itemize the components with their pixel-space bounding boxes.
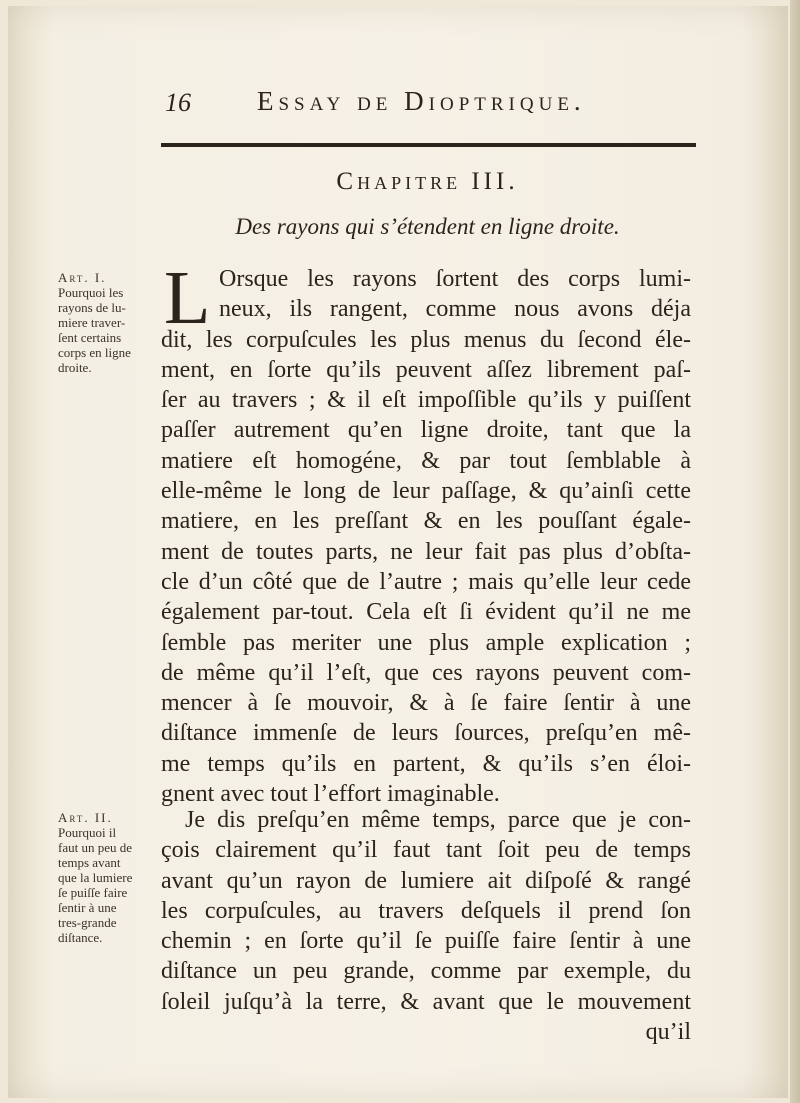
- paragraph-2: [161, 805, 691, 1047]
- text-line: paſſer autrement qu’en ligne droite, tant que la: [161, 417, 691, 444]
- text-line: avant qu’un rayon de lumiere ait diſpoſé & rangé: [161, 867, 691, 894]
- margin-note-line: Pourquoi les: [58, 285, 124, 300]
- drop-cap: L: [164, 256, 211, 340]
- text-line: diſtance immenſe de leurs ſources, preſqu’en mê-: [161, 720, 691, 747]
- margin-note-line: ſe puiſſe faire: [58, 885, 128, 900]
- text-line: ſer au travers ; & il eſt impoſſible qu’ils y puiſſent: [161, 387, 691, 414]
- text-line: me temps qu’ils en partent, & qu’ils s’en éloi-: [161, 750, 691, 777]
- margin-note-line: diſtance.: [58, 930, 103, 945]
- page-edge: [790, 0, 800, 1103]
- text-line: mencer à ſe mouvoir, & à ſe faire ſentir à une: [161, 690, 691, 717]
- text-line: chemin ; en ſorte qu’il ſe puiſſe faire ſentir à une: [161, 928, 691, 955]
- margin-note-article: Art. II.: [58, 810, 113, 825]
- text-line: Orsque les rayons ſortent des corps lumi-: [219, 266, 691, 292]
- margin-note-line: ſent certains: [58, 330, 122, 345]
- text-line: neux, ils rangent, comme nous avons déja: [219, 296, 691, 323]
- header-rule: [161, 143, 696, 147]
- text-line: ment, en ſorte qu’ils peuvent aſſez librement paſ-: [161, 356, 691, 383]
- chapter-title: Chapitre III.: [336, 168, 519, 195]
- text-line: diſtance un peu grande, comme par exemple, du: [161, 958, 691, 985]
- text-line: gnent avec tout l’effort imaginable.: [161, 781, 500, 808]
- text-line: matiere eſt homogéne, & par tout ſemblable à: [161, 447, 691, 474]
- margin-note-line: rayons de lu-: [58, 300, 126, 315]
- catchword: qu’il: [645, 1019, 691, 1046]
- text-line: les corpuſcules, au travers deſquels il prend ſon: [161, 897, 691, 924]
- margin-note-article: Art. I.: [58, 270, 107, 285]
- margin-note-art-1: [58, 270, 158, 375]
- running-title: Essay de Dioptrique.: [257, 86, 586, 116]
- margin-note-line: faut un peu de: [58, 840, 133, 855]
- text-line: matiere, en les preſſant & en les pouſſant égale-: [161, 508, 691, 535]
- margin-note-line: ſentir à une: [58, 900, 117, 915]
- text-line: dit, les corpuſcules les plus menus du ſecond éle-: [161, 326, 691, 353]
- text-line: également par-tout. Cela eſt ſi évident qu’il ne me: [161, 599, 691, 626]
- margin-note-line: corps en ligne: [58, 345, 131, 360]
- text-line: ſoleil juſqu’à la terre, & avant que le mouvement: [161, 988, 691, 1015]
- text-line: çois clairement qu’il faut tant ſoit peu de temps: [161, 837, 691, 864]
- margin-note-line: miere traver-: [58, 315, 126, 330]
- margin-note-line: droite.: [58, 360, 92, 375]
- margin-note-line: que la lumiere: [58, 870, 133, 885]
- page-number: 16: [165, 88, 191, 117]
- margin-note-line: tres-grande: [58, 915, 117, 930]
- margin-note-line: temps avant: [58, 855, 121, 870]
- margin-note-art-2: [58, 810, 158, 945]
- paragraph-1: [161, 256, 691, 809]
- text-line: de même qu’il l’eſt, que ces rayons peuvent com-: [161, 659, 691, 686]
- text-line: cle d’un côté que de l’autre ; mais qu’elle leur cede: [161, 568, 691, 595]
- text-line: ſemble pas meriter une plus ample explication ;: [161, 629, 691, 656]
- margin-note-line: Pourquoi il: [58, 825, 117, 840]
- text-line: elle-même le long de leur paſſage, & qu’ainſi cette: [161, 478, 691, 505]
- chapter-subtitle: Des rayons qui s’étendent en ligne droite.: [235, 214, 620, 239]
- running-head: [165, 86, 695, 120]
- text-line: ment de toutes parts, ne leur fait pas plus d’obſta-: [161, 538, 691, 565]
- text-line: Je dis preſqu’en même temps, parce que je con-: [185, 807, 691, 833]
